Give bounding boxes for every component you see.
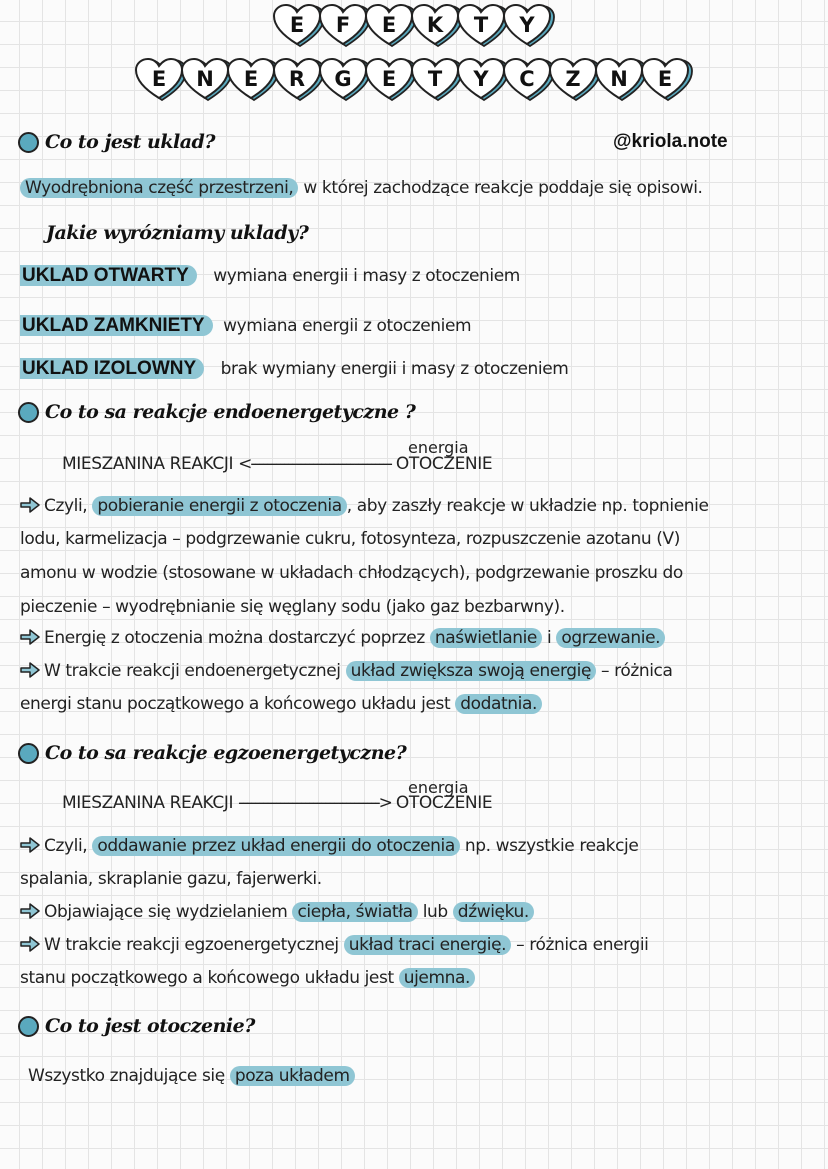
endo-line-6: [20, 655, 673, 687]
text: stanu początkowego a końcowego układu jest: [20, 968, 399, 988]
title-heart-letter: [135, 58, 187, 104]
bullet-icon: [18, 132, 39, 153]
diagram-left: MIESZANINA REAKCJI: [62, 793, 234, 813]
heading-text: Co to sa reakcje egzoenergetyczne?: [45, 742, 407, 764]
highlight: układ traci energię.: [344, 935, 511, 955]
type-label: UKLAD ZAMKNIETY: [20, 315, 213, 336]
title-heart-letter: [181, 58, 233, 104]
diagram-egzo: [62, 787, 492, 819]
title-letter: G: [334, 67, 352, 91]
text: np. wszystkie reakcje: [459, 836, 639, 856]
bullet-icon: [18, 743, 39, 764]
heading-text: Co to sa reakcje endoenergetyczne ?: [45, 401, 416, 423]
highlight: naświetlanie: [430, 628, 542, 648]
text: W trakcie reakcji egzoenergetycznej: [44, 935, 344, 955]
title-letter: T: [427, 67, 443, 91]
egzo-line-2: spalania, skraplanie gazu, fajerwerki.: [20, 869, 322, 889]
text: – różnica: [596, 661, 673, 681]
otoczenie-definition: [28, 1060, 355, 1092]
energy-label: energia: [408, 778, 469, 797]
title-letter: K: [426, 13, 444, 37]
title-heart-letter: [595, 58, 647, 104]
text: Objawiające się wydzielaniem: [44, 902, 293, 922]
arrow-right-icon: [20, 497, 40, 513]
text: i: [541, 628, 557, 648]
egzo-line-3: [20, 896, 534, 928]
highlight: Wyodrębniona część przestrzeni,: [20, 178, 298, 198]
type-open: [20, 260, 520, 292]
highlight: oddawanie przez układ energii do otoczenia: [92, 836, 460, 856]
egzo-line-4: [20, 929, 648, 961]
bullet-icon: [18, 402, 39, 423]
arrow-right-icon: [20, 662, 40, 678]
endo-line-1: [20, 490, 709, 522]
title-heart-letter: [227, 58, 279, 104]
diagram-endo: [62, 448, 492, 480]
highlight: ogrzewanie.: [556, 628, 665, 648]
title-letter: E: [381, 67, 397, 91]
type-desc: wymiana energii i masy z otoczeniem: [213, 266, 520, 286]
diagram-arrow: <----------------------------------: [238, 454, 391, 474]
text: lub: [417, 902, 453, 922]
definition-uklad: [20, 172, 703, 204]
title-letter: E: [289, 13, 305, 37]
highlight: dźwięku.: [453, 902, 534, 922]
text: , aby zaszły reakcje w układzie np. topnienie: [346, 496, 709, 516]
title-heart-letter: [457, 58, 509, 104]
type-label: UKLAD OTWARTY: [20, 265, 197, 286]
type-label: UKLAD IZOLOWNY: [20, 358, 204, 379]
heading-otoczenie: [18, 1015, 255, 1037]
title-letter: Y: [519, 13, 535, 37]
egzo-line-1: [20, 830, 638, 862]
endo-line-4: pieczenie – wyodrębnianie się węglany sodu (jako gaz bezbarwny).: [20, 597, 565, 617]
title-letter: R: [288, 67, 306, 91]
text: Czyli,: [44, 496, 93, 516]
energy-label: energia: [408, 438, 469, 457]
title-letter: Y: [473, 67, 489, 91]
title-heart-letter: [503, 58, 555, 104]
heading-endo: [18, 401, 415, 423]
title-letter: N: [196, 67, 214, 91]
title-heart-letter: [319, 58, 371, 104]
title-heart-letter: [503, 4, 555, 50]
author-handle: @kriola.note: [613, 131, 728, 152]
title-heart-letter: [411, 58, 463, 104]
highlight: pobieranie energii z otoczenia: [92, 496, 346, 516]
text: energi stanu początkowego a końcowego układu jest: [20, 694, 456, 714]
title-row-1: [0, 4, 828, 50]
title-letter: N: [610, 67, 628, 91]
text: W trakcie reakcji endoenergetycznej: [44, 661, 346, 681]
endo-line-5: [20, 622, 665, 654]
title-heart-letter: [273, 4, 325, 50]
title-letter: E: [243, 67, 259, 91]
type-isolated: [20, 353, 568, 385]
endo-line-7: [20, 688, 542, 720]
title-letter: E: [151, 67, 167, 91]
text: Czyli,: [44, 836, 93, 856]
arrow-right-icon: [20, 837, 40, 853]
highlight: ciepła, światła: [292, 902, 417, 922]
type-desc: wymiana energii z otoczeniem: [223, 316, 472, 336]
diagram-left: MIESZANINA REAKCJI: [62, 454, 234, 474]
highlight: układ zwiększa swoją energię: [346, 661, 596, 681]
text: – różnica energii: [511, 935, 649, 955]
title-letter: C: [519, 67, 535, 91]
highlight: ujemna.: [399, 968, 475, 988]
heading-text: Co to jest uklad?: [45, 131, 215, 153]
title-letter: F: [335, 13, 351, 37]
diagram-arrow: ---------------------------------->: [238, 793, 391, 813]
arrow-right-icon: [20, 903, 40, 919]
bullet-icon: [18, 1016, 39, 1037]
type-closed: [20, 310, 471, 342]
diagram-right: OTOCZENIE: [395, 793, 493, 813]
heading-text: Co to jest otoczenie?: [45, 1015, 255, 1037]
heading-egzo: [18, 742, 406, 764]
endo-line-3: amonu w wodzie (stosowane w układach chłodzących), podgrzewanie proszku do: [20, 563, 683, 583]
arrow-right-icon: [20, 629, 40, 645]
title-letter: E: [381, 13, 397, 37]
title-heart-letter: [365, 58, 417, 104]
title-heart-letter: [273, 58, 325, 104]
title-heart-letter: [549, 58, 601, 104]
title-heart-letter: [365, 4, 417, 50]
subheading-types: Jakie wyrózniamy uklady?: [46, 222, 309, 244]
text: w której zachodzące reakcje poddaje się opisowi.: [298, 178, 703, 198]
arrow-right-icon: [20, 936, 40, 952]
highlight: dodatnia.: [455, 694, 542, 714]
title-letter: T: [473, 13, 489, 37]
title-letter: Z: [565, 67, 581, 91]
text: Energię z otoczenia można dostarczyć poprzez: [44, 628, 430, 648]
title-row-2: [0, 58, 828, 104]
egzo-line-5: [20, 962, 475, 994]
text: Wszystko znajdujące się: [28, 1066, 230, 1086]
highlight: poza układem: [230, 1066, 355, 1086]
type-desc: brak wymiany energii i masy z otoczeniem: [220, 359, 569, 379]
title-heart-letter: [457, 4, 509, 50]
title-heart-letter: [641, 58, 693, 104]
heading-uklad: [18, 131, 215, 153]
title-heart-letter: [411, 4, 463, 50]
title-letter: E: [657, 67, 673, 91]
endo-line-2: lodu, karmelizacja – podgrzewanie cukru, fotosynteza, rozpuszczenie azotanu (V): [20, 529, 680, 549]
title-heart-letter: [319, 4, 371, 50]
diagram-right: OTOCZENIE: [395, 454, 493, 474]
